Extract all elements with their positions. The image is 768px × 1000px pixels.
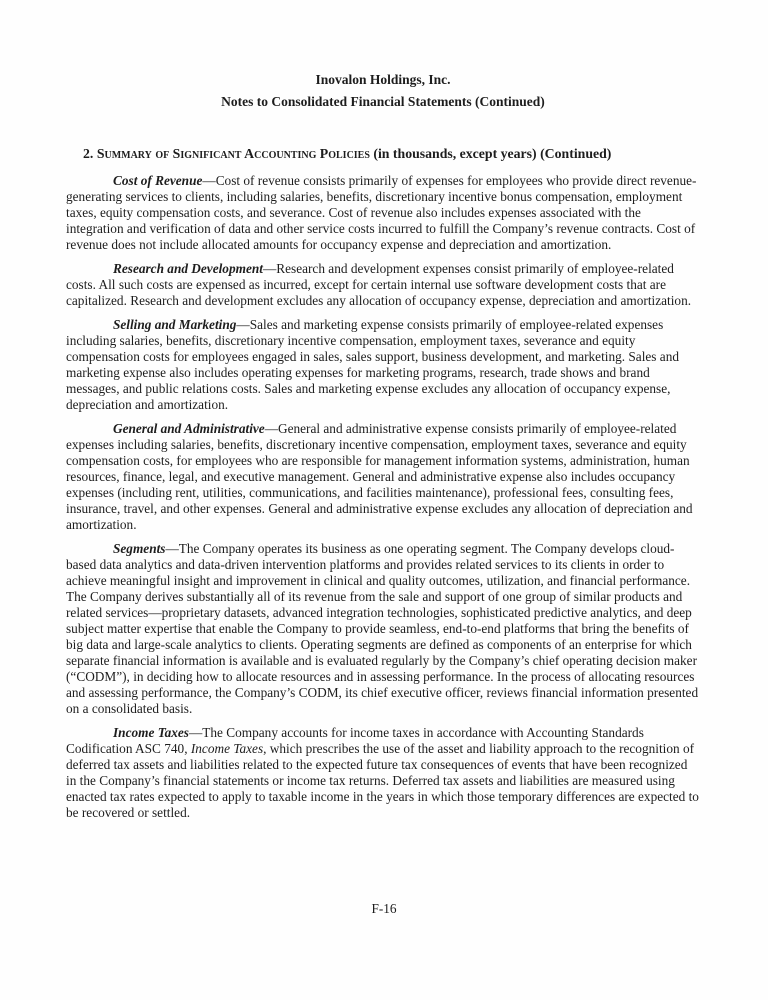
paragraph-text: —The Company accounts for income taxes in accordance with Accounting Standards Codification ASC 740, [66,725,644,756]
page-number: F-16 [371,901,397,916]
section-title-suffix: (in thousands, except years) (Continued) [373,146,612,161]
section-number: 2. [83,146,94,161]
title-block [66,0,700,110]
paragraph [66,421,700,533]
paragraph-lead-in: General and Administrative [113,421,265,436]
document-title: Inovalon Holdings, Inc. [315,72,451,87]
paragraph-text: —Sales and marketing expense consists primarily of employee-related expenses including salaries, benefits, discretionary incentive compensation, employment taxes, severance and equity compensation costs for employees engaged in sales, sales support, business development, and marketing. Sales and marketing expense also includes operating expenses for marketing programs, research, trade shows and brand messages, and public relations costs. Sales and marketing expense excludes any allocation of occupancy expense, depreciation and amortization. [66,317,679,412]
paragraph [66,173,700,253]
paragraph [66,261,700,309]
paragraph-text: , which prescribes the use of the asset and liability approach to the recognition of deferred tax assets and liabilities related to the expected future tax consequences of events that have been recognized in the Company’s financial statements or income tax returns. Deferred tax assets and liabilities are measured using enacted tax rates expected to apply to taxable income in the years in which those temporary differences are expected to be recovered or settled. [66,741,699,820]
paragraphs-container [66,173,700,821]
paragraph-text: —Research and development expenses consist primarily of employee-related costs. All such costs are expensed as incurred, except for certain internal use software development costs that are capitalized. Research and development excludes any allocation of occupancy expense, depreciation and amortization. [66,261,692,308]
document-subtitle: Notes to Consolidated Financial Statements (Continued) [221,94,545,109]
paragraph-lead-in: Segments [113,541,166,556]
paragraph [66,317,700,413]
paragraph-lead-in: Selling and Marketing [113,317,237,332]
paragraph-lead-in: Research and Development [113,261,263,276]
paragraph-lead-in: Cost of Revenue [113,173,203,188]
paragraph [66,541,700,717]
paragraph-text: —Cost of revenue consists primarily of expenses for employees who provide direct revenue-generating services to clients, including salaries, benefits, discretionary incentive bonus compensation, employment taxes, equity compensation costs, and severance. Cost of revenue also includes expenses associated with the integration and verification of data and other service costs incurred to fulfill the Company’s revenue contracts. Cost of revenue does not include allocated amounts for occupancy expense and depreciation and amortization. [66,173,697,252]
paragraph-text: —General and administrative expense consists primarily of employee-related expenses including salaries, benefits, discretionary incentive compensation, employment taxes, severance and equity compensation costs, for employees who are responsible for management information systems, administration, human resources, finance, legal, and executive management. General and administrative expense also includes occupancy expenses (including rent, utilities, communications, and facilities maintenance), professional fees, consulting fees, insurance, travel, and other expenses. General and administrative expense excludes any allocation of depreciation and amortization. [66,421,693,532]
paragraph-text: Income Taxes [190,741,264,756]
paragraph-text: —The Company operates its business as one operating segment. The Company develops cloud-based data analytics and data-driven intervention platforms and provides related services to its clients in order to achieve meaningful insight and improvement in clinical and quality outcomes, utilization, and financial performance. The Company derives substantially all of its revenue from the sale and support of one group of similar products and related services—proprietary datasets, advanced integration technologies, sophisticated predictive analytics, and deep subject matter expertise that enable the Company to provide seamless, end-to-end platforms that bring the benefits of big data and large-scale analytics to clients. Operating segments are defined as components of an enterprise for which separate financial information is available and is evaluated regularly by the Company’s chief operating decision maker (“CODM”), in deciding how to allocate resources and in assessing performance. In the process of allocating resources and assessing performance, the Company’s CODM, its chief executive officer, reviews financial information presented on a consolidated basis. [66,541,699,716]
paragraph-lead-in: Income Taxes [113,725,189,740]
section-heading [83,146,700,162]
paragraph [66,725,700,821]
section-title: Summary of Significant Accounting Policies [96,146,370,161]
